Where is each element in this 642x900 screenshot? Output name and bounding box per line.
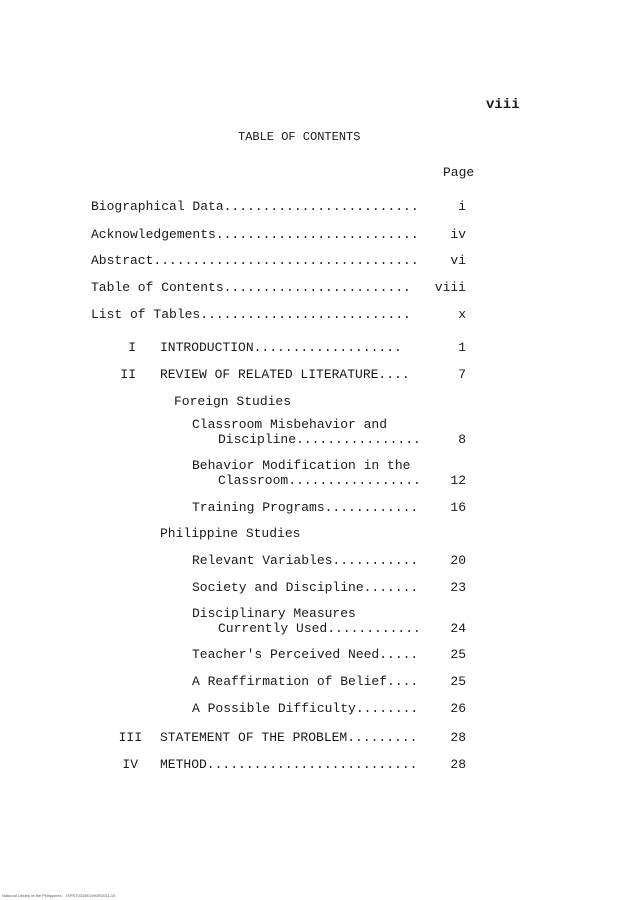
subsection-title: Teacher's Perceived Need..... [192,647,419,662]
toc-entry-page: iv [450,227,466,242]
subsection-title: Disciplinary Measures [192,606,356,621]
toc-entry-page: vi [450,253,466,268]
subsection-title: Training Programs............ [192,500,419,515]
subsection-page: 24 [450,621,466,636]
toc-entry-label: Acknowledgements.......................... [91,227,419,242]
chapter-page: 1 [458,340,466,355]
section-heading: Philippine Studies [160,526,301,541]
subsection-page: 25 [450,647,466,662]
chapter-page: 28 [450,730,466,745]
chapter-page: 28 [450,757,466,772]
section-heading: Foreign Studies [174,394,292,409]
toc-entry-label: Table of Contents........................ [91,280,411,295]
chapter-title: METHOD........................... [160,757,418,772]
subsection-title: A Possible Difficulty........ [192,701,419,716]
footer-stamp: National Library of the Philippines ISPST0316E1991R2011-10 [2,893,116,898]
toc-entry-label: Biographical Data......................... [91,199,419,214]
page-number: viii [486,97,520,113]
subsection-title-cont: Currently Used............ [218,621,421,636]
subsection-page: 26 [450,701,466,716]
toc-entry-page: x [458,307,466,322]
toc-entry-page: viii [434,280,466,295]
subsection-page: 20 [450,553,466,568]
chapter-number: IV [122,757,138,772]
subsection-title-cont: Discipline................ [218,432,421,447]
chapter-title: REVIEW OF RELATED LITERATURE.... [160,367,410,382]
subsection-page: 12 [450,473,466,488]
chapter-number: I [128,340,136,355]
subsection-title: Classroom Misbehavior and [192,417,388,432]
chapter-title: INTRODUCTION................... [160,340,402,355]
toc-entry-page: i [458,199,466,214]
subsection-page: 23 [450,580,466,595]
page-column-label: Page [443,165,475,180]
subsection-page: 16 [450,500,466,515]
subsection-title-cont: Classroom................. [218,473,421,488]
chapter-title: STATEMENT OF THE PROBLEM......... [160,730,418,745]
chapter-number: III [118,730,142,745]
toc-entry-label: Abstract.................................. [91,253,419,268]
subsection-title: A Reaffirmation of Belief.... [192,674,419,689]
subsection-page: 8 [458,432,466,447]
toc-entry-label: List of Tables........................... [91,307,411,322]
subsection-title: Behavior Modification in the [192,458,411,473]
chapter-page: 7 [458,367,466,382]
subsection-page: 25 [450,674,466,689]
page-title: TABLE OF CONTENTS [238,130,361,144]
subsection-title: Relevant Variables........... [192,553,419,568]
chapter-number: II [120,367,136,382]
subsection-title: Society and Discipline....... [192,580,419,595]
